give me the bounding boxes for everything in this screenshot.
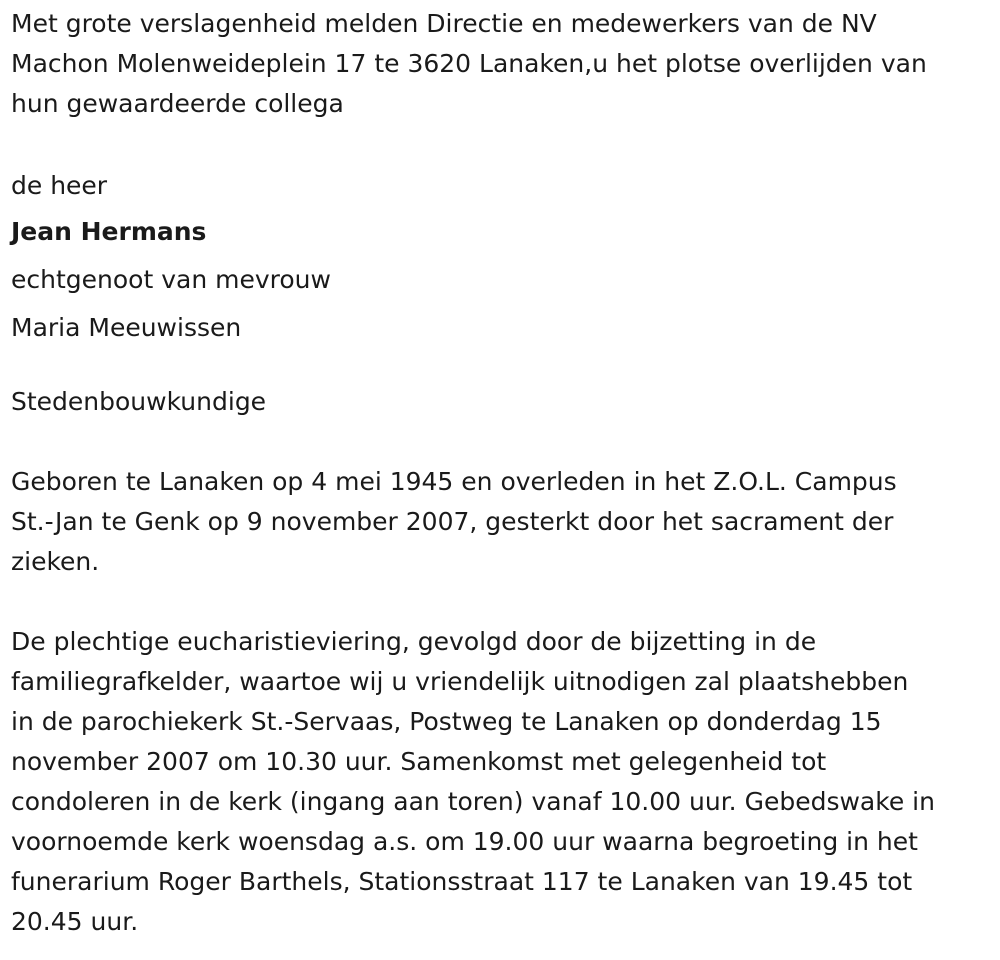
- intro-line: Machon Molenweideplein 17 te 3620 Lanaken,u het plotse overlijden van: [11, 49, 927, 78]
- ceremony-line: in de parochiekerk St.-Servaas, Postweg te Lanaken op donderdag 15: [11, 707, 882, 736]
- spouse-name: Maria Meeuwissen: [11, 313, 242, 342]
- ceremony-line: funerarium Roger Barthels, Stationsstraat 117 te Lanaken van 19.45 tot: [11, 867, 913, 896]
- spacer: [11, 422, 991, 462]
- obituary-document: [11, 0, 991, 942]
- spacer: [11, 124, 991, 164]
- intro-line: Met grote verslagenheid melden Directie en medewerkers van de NV: [11, 9, 877, 38]
- spacer: [11, 582, 991, 622]
- birth-death-paragraph: [11, 462, 991, 582]
- ceremony-line: voornoemde kerk woensdag a.s. om 19.00 uur waarna begroeting in het: [11, 827, 918, 856]
- ceremony-line: familiegrafkelder, waartoe wij u vriendelijk uitnodigen zal plaatshebben: [11, 667, 909, 696]
- deceased-name: Jean Hermans: [11, 217, 207, 246]
- ceremony-paragraph: [11, 622, 991, 942]
- birth-death-line: Geboren te Lanaken op 4 mei 1945 en overleden in het Z.O.L. Campus: [11, 467, 897, 496]
- ceremony-line: condoleren in de kerk (ingang aan toren) vanaf 10.00 uur. Gebedswake in: [11, 787, 935, 816]
- intro-line: hun gewaardeerde collega: [11, 89, 344, 118]
- profession: Stedenbouwkundige: [11, 387, 267, 416]
- birth-death-line: St.-Jan te Genk op 9 november 2007, gesterkt door het sacrament der: [11, 507, 894, 536]
- spouse-intro: echtgenoot van mevrouw: [11, 265, 331, 294]
- ceremony-line: De plechtige eucharistieviering, gevolgd door de bijzetting in de: [11, 627, 817, 656]
- birth-death-line: zieken.: [11, 547, 100, 576]
- spacer: [11, 352, 991, 382]
- ceremony-line: november 2007 om 10.30 uur. Samenkomst met gelegenheid tot: [11, 747, 827, 776]
- intro-paragraph: [11, 0, 991, 124]
- salutation: de heer: [11, 171, 108, 200]
- ceremony-line: 20.45 uur.: [11, 907, 139, 936]
